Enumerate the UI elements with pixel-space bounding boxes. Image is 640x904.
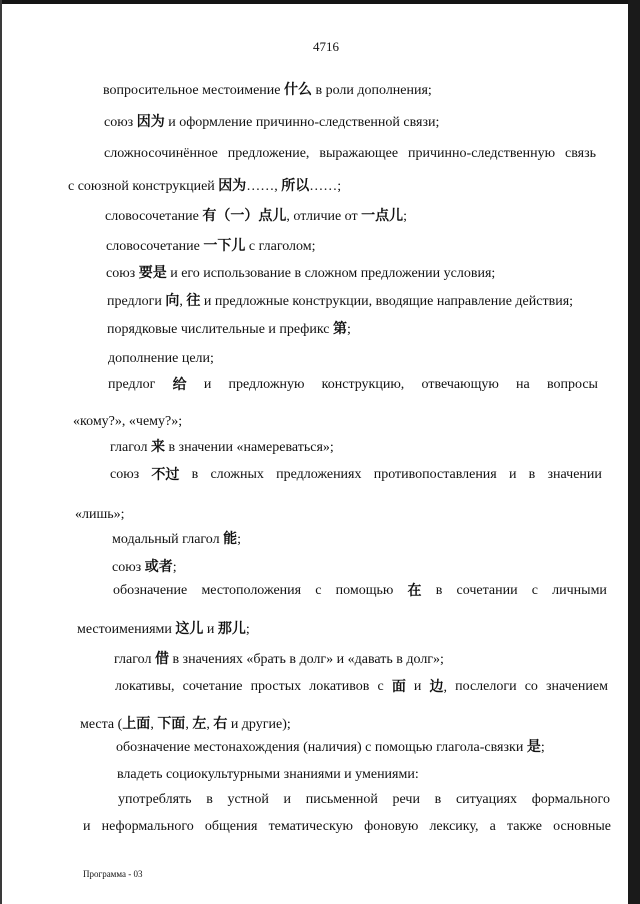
scan-border-left bbox=[0, 0, 2, 904]
scan-border-right bbox=[628, 0, 640, 904]
text-line-7: союз 要是 и его использование в сложном предложении условия; bbox=[106, 265, 496, 281]
text-line-8: предлоги 向, 往 и предложные конструкции, вводящие направление действия; bbox=[107, 293, 574, 309]
text-line-20: глагол 借 в значениях «брать в долг» и «давать в долг»; bbox=[114, 651, 444, 667]
text-line-16: модальный глагол 能; bbox=[112, 531, 241, 547]
text-line-11: предлог 给 и предложную конструкцию, отвечающую на вопросы bbox=[108, 377, 598, 393]
text-line-9: порядковые числительные и префикс 第; bbox=[107, 321, 351, 337]
text-line-5: словосочетание 有（一）点儿, отличие от 一点儿; bbox=[105, 208, 408, 224]
text-line-21: локативы, сочетание простых локативов с 面 и 边, послелоги со значением bbox=[115, 679, 608, 695]
text-line-19: местоимениями 这儿 и 那儿; bbox=[77, 621, 250, 637]
page-number: 4716 bbox=[313, 39, 339, 54]
text-line-22: места (上面, 下面, 左, 右 и другие); bbox=[80, 716, 291, 732]
text-line-25: употреблять в устной и письменной речи в ситуациях формального bbox=[118, 792, 610, 807]
text-line-3: сложносочинённое предложение, выражающее причинно-следственную связь bbox=[104, 146, 596, 161]
text-line-1: вопросительное местоимение 什么 в роли дополнения; bbox=[103, 82, 432, 98]
text-line-4: с союзной конструкцией 因为……, 所以……; bbox=[68, 178, 342, 194]
scan-border-top bbox=[0, 0, 640, 4]
text-line-26: и неформального общения тематическую фоновую лексику, а также основные bbox=[83, 819, 611, 834]
text-line-15: «лишь»; bbox=[75, 507, 125, 522]
text-line-6: словосочетание 一下儿 с глаголом; bbox=[106, 238, 316, 254]
text-line-10: дополнение цели; bbox=[108, 351, 214, 366]
text-line-24: владеть социокультурными знаниями и умениями: bbox=[117, 767, 419, 782]
footer-program-code: Программа - 03 bbox=[83, 869, 143, 879]
text-line-13: глагол 来 в значении «намереваться»; bbox=[110, 439, 334, 455]
text-line-18: обозначение местоположения с помощью 在 в сочетании с личными bbox=[113, 583, 607, 599]
text-line-14: союз 不过 в сложных предложениях противопоставления и в значении bbox=[110, 467, 602, 483]
text-line-23: обозначение местонахождения (наличия) с помощью глагола-связки 是; bbox=[116, 739, 545, 755]
text-line-17: союз 或者; bbox=[112, 559, 177, 575]
text-line-2: союз 因为 и оформление причинно-следственной связи; bbox=[104, 114, 440, 130]
text-line-12: «кому?», «чему?»; bbox=[73, 414, 183, 429]
